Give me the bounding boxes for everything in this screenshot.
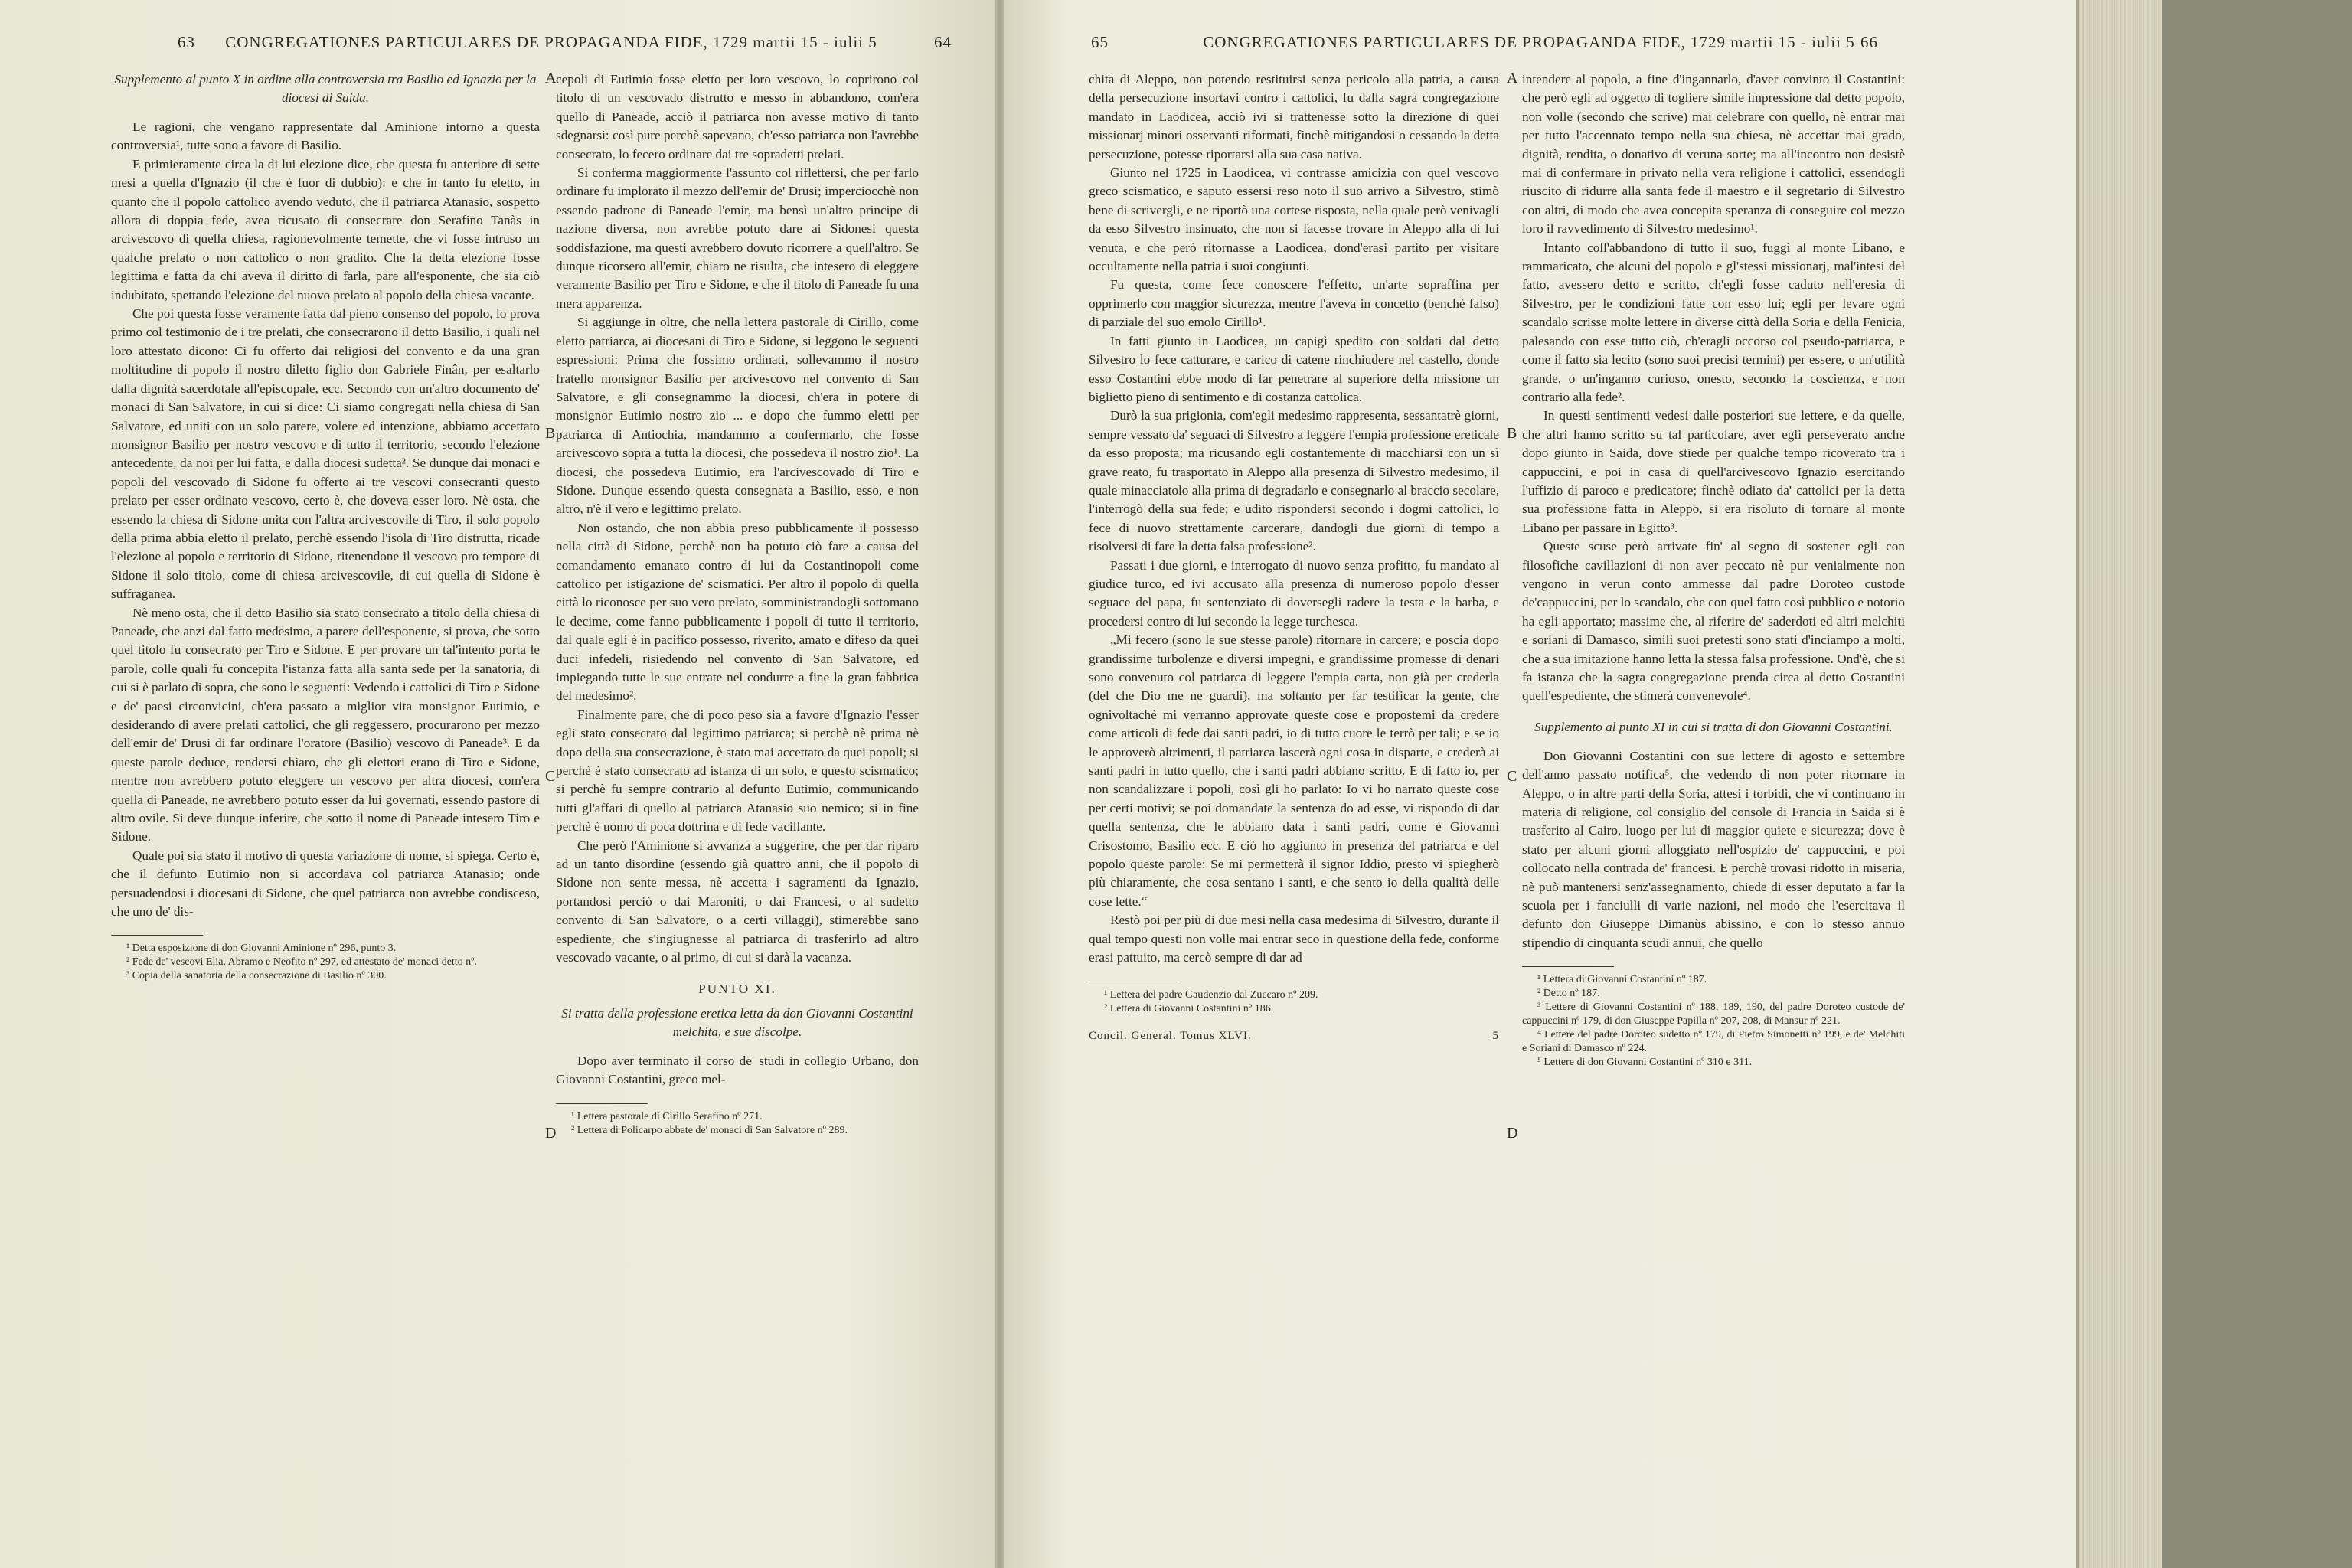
margin-letter: C: [1507, 768, 1517, 785]
margin-letter: A: [545, 70, 557, 87]
footnote-rule: [1522, 966, 1614, 967]
paragraph: Intanto coll'abbandono di tutto il suo, fuggì al monte Libano, e rammaricato, che alcuni del popolo e gl'stessi missionarj, mal'intesi del fatto, avessero detto e scritto, ch'egli fosse caduto nell'eresia di Silvestro, per le condizioni fatte con esso lui; egli per levare ogni scandalo scrisse molte lettere in diverse città della Soria e della Fenicia, palesando con esse tutto ciò, ch'eragli occorso col pseudo-patriarca, e come il fatto sia lecito (sono suoi precisi termini) per essere, o un'utilità grande, o un'inganno curioso, onesto, secondo la coscienza, e non contrario alla fede².: [1522, 240, 1905, 404]
margin-letter: A: [1507, 70, 1518, 87]
text-column: [556, 70, 919, 1138]
paragraph: Le ragioni, che vengano rappresentate dal Aminione intorno a questa controversia¹, tutte sono a favore di Basilio.: [111, 119, 540, 153]
paragraph: E primieramente circa la di lui elezione dice, che questa fu anteriore di sette mesi a quella d'Ignazio (il che è fuor di dubbio): e che in tanto fu eletto, in quanto che il popolo cattolico avendo veduto, che il patriarca Atanasio, sospetto allora di doppia fede, avea ricusato di consecrare don Serafino Tanàs in arcivescovo di quella chiesa, ragionevolmente temette, che vi fosse intruso un qualche prelato o non cattolico o non gradito. Che la detta elezione fosse legittima e fatta da chi aveva il diritto di farla, pare all'esponente, che sia ciò indubitato, spettando l'elezione del nuovo prelato al popolo della chiesa vacante.: [111, 156, 540, 302]
paragraph: Che poi questa fosse veramente fatta dal pieno consenso del popolo, lo prova primo col testimonio de i tre prelati, che consecrarono il detto Basilio, i quali nel loro attestato dicono: Ci fu offerto dai religiosi del convento e da una gran moltitudine di popolo il nostro diletto figlio don Gabriele Finân, per esaltarlo dalla dignità sacerdotale all'episcopale, ecc. Secondo con un'altro documento de' monaci di San Salvatore, in cui si dice: Ci siamo congregati nella chiesa di San Salvatore, ed uniti con un solo parere, volere ed intenzione, abbiamo accettato monsignor Basilio per nostro vescovo e di tutto il territorio, secondo l'elezione antecedente, da noi per lui fatta, e dalla diocesi sudetta². Se dunque dai monaci e popoli del vescovado di Sidone fu offerto ai tre vescovi consecranti questo prelato per esser ordinato vescovo, certo è, che doveva esser loro. Nè osta, che essendo la chiesa di Sidone unita con l'altra arcivescovile di Tiro, il solo popolo della prima abbia eletto il prelato, perchè essendo l'isola di Tiro distrutta, ricade l'elezione al popolo e territorio di Sidone, ritenendone il vescovo pro tempore di Sidone il solo titolo, come di chiesa arcivescovile, di cui quella di Sidone è suffraganea.: [111, 306, 540, 602]
margin-letter: C: [545, 768, 556, 785]
footnote: ¹ Lettera del padre Gaudenzio dal Zuccaro nº 209.: [1104, 988, 1318, 1001]
paragraph: Queste scuse però arrivate fin' al segno di sostener egli con filosofiche cavillazioni di non aver peccato nè pur venialmente non vengono in verun conto ammesse dal padre Doroteo custode de'cappuccini, per lo scandalo, che con quel fatto così pubblico e notorio ha egli apportato; massime che, al riferire de' saderdoti ed altri melchiti e soriani di Damasco, simili suoi pretesti sono stati d'inciampo a molti, che a sua imitazione hanno letta la stessa falsa professione. Ond'è, che si fa istanza che la sagra congregazione prenda circa al detto Costantini quell'espediente, che stimerà convenevole⁴.: [1522, 539, 1905, 704]
footnotes: [1522, 973, 1905, 1070]
running-title: CONGREGATIONES PARTICULARES DE PROPAGANDA FIDE, 1729 martii 15 - iulii 5: [1203, 32, 1855, 51]
paragraph: Don Giovanni Costantini con sue lettere di agosto e settembre dell'anno passato notifica⁵, che vedendo di non poter ritornare in Aleppo, o in altre parti della Soria, attesi i torbidi, che vi continuano in materia di religione, col consiglio del console di Francia in Saida si è trasferito al Cairo, luogo per lui di maggior quiete e sicurezza; dove è stato per alcuni giorni alloggiato nell'ospizio de' cappuccini, e poi collocato nella contrada de' francesi. E perchè trovasi ridotto in miseria, nè può mantenersi senz'assegnamento, chiede di esser deputato a far la scuola per i fanciulli di varie nazioni, nel modo che l'esercitava il defunto don Giuseppe Dimanùs abissino, e con lo stesso annuo stipendio di cinquanta scudi annui, che quello: [1522, 748, 1905, 950]
text-column: [1089, 70, 1499, 1045]
page-number: 64: [934, 32, 952, 51]
punto-subtitle: Si tratta della professione eretica letta da don Giovanni Costantini melchita, e sue discolpe.: [561, 1005, 913, 1039]
footnote: ¹ Lettera pastorale di Cirillo Serafino nº 271.: [571, 1110, 763, 1122]
paragraph: In questi sentimenti vedesi dalle posteriori sue lettere, e da quelle, che altri hanno scritto su tal particolare, aver egli perseverato anche dopo giunto in Saida, dove stiede per qualche tempo ricoverato tra i cappuccini, e poi in casa di quell'arcivescovo Ignazio esercitando l'uffizio di paroco e predicatore; finchè odiato da' cattolici per la detta sua professione fatta in Aleppo, si era risoluto di tornare al monte Libano per passare in Egitto³.: [1522, 408, 1905, 535]
paragraph: Non ostando, che non abbia preso pubblicamente il possesso nella città di Sidone, perchè non ha potuto ciò fare a causa del comandamento emanato contro di lui da Costantinopoli come cattolico per istigazione de' scismatici. Per altro il popolo di quella città lo riconosce per suo vero prelato, somministrandogli sottomano le decime, come fanno pubblicamente i popoli di tutto il territorio, dal quale egli è in pacifico possesso, riverito, amato e difeso da quei duci infedeli, risiedendo nel convento di San Salvatore, ed impiegando tutte le sue entrate nel condurre a fine la gran fabbrica del medesimo².: [556, 520, 919, 704]
footnotes: [1089, 988, 1499, 1016]
footnote-rule: [111, 935, 203, 936]
table-background: [2162, 0, 2352, 1568]
page-number: 63: [178, 32, 195, 51]
footnote: ² Fede de' vescovi Elia, Abramo e Neofito nº 297, ed attestato de' monaci detto nº.: [126, 956, 478, 969]
running-title: CONGREGATIONES PARTICULARES DE PROPAGANDA FIDE, 1729 martii 15 - iulii 5: [225, 32, 877, 51]
text-column: [1522, 70, 1905, 1070]
paragraph: Si aggiunge in oltre, che nella lettera pastorale di Cirillo, come eletto patriarca, ai diocesani di Tiro e Sidone, si leggono le seguenti espressioni: Prima che fossimo ordinati, sollevammo il nostro fratello monsignor Basilio per arcivescovo nel convento di San Salvatore, e gli consegnammo la diocesi, ch'era in potere di monsignor Eutimio nostro zio ... e dopo che fummo eletti per patriarca di Antiochia, mandammo a confermarlo, che fosse arcivescovo sopra a tutta la diocesi, che possedeva il nostro zio¹. La diocesi, che possedeva Eutimio, era l'arcivescovado di Tiro e Sidone. Dunque essendo questa consegnata a Basilio, esso, e non altro, n'è il vero e legittimo prelato.: [556, 315, 919, 517]
footnote: ² Lettera di Policarpo abbate de' monaci di San Salvatore nº 289.: [571, 1124, 848, 1136]
running-head: [0, 31, 995, 54]
paragraph: chita di Aleppo, non potendo restituirsi senza pericolo alla patria, a causa della persecuzione insortavi contro i cattolici, fu dalla sagra congregazione mandato in Laodicea, acciò ivi si trattenesse sotto la direzione di quei missionarj minori osservanti riformati, finchè mitigandosi o cessando la detta persecuzione, potesse riportarsi alla sua casa nativa.: [1089, 72, 1499, 162]
footnote: ⁵ Lettere di don Giovanni Costantini nº 310 e 311.: [1537, 1057, 1753, 1069]
footnotes: [556, 1110, 919, 1138]
right-page: [1004, 0, 2076, 1568]
paragraph: cepoli di Eutimio fosse eletto per loro vescovo, lo coprirono col titolo di un vescovado distrutto e messo in abbandono, com'era quello di Paneade, acciò il patriarca non avesse motivo di tanto sdegnarsi: così pure perchè sapevano, ch'esso patriarca non l'avrebbe consecrato, lo fecero ordinare dai tre sopradetti prelati.: [556, 72, 919, 162]
footnote: ³ Copia della sanatoria della consecrazione di Basilio nº 300.: [126, 970, 387, 982]
section-title: Supplemento al punto X in ordine alla controversia tra Basilio ed Ignazio per la diocesi di Saida.: [114, 72, 537, 105]
paragraph: Dopo aver terminato il corso de' studi in collegio Urbano, don Giovanni Costantini, greco mel-: [556, 1053, 919, 1087]
footnote: ² Detto nº 187.: [1537, 988, 1600, 1000]
paragraph: Quale poi sia stato il motivo di questa variazione di nome, si spiega. Certo è, che il defunto Eutimio non si accordava col patriarca Atanasio; onde persuadendosi i diocesani di Sidone, che quel patriarca non avrebbe condisceso, che uno de' dis-: [111, 848, 540, 920]
signature-line: [1089, 1027, 1499, 1045]
margin-letter: D: [1507, 1125, 1518, 1142]
paragraph: Durò la sua prigionia, com'egli medesimo rappresenta, sessantatrè giorni, sempre vessato da' seguaci di Silvestro a leggere l'empia professione ereticale da esso proposta; ma ricusando egli costantemente di macchiarsi con un sì grave reato, fu trasportato in Aleppo alla presenza di Silvestro medesimo, il quale minacciatolo alla prima di degradarlo e consegnarlo al braccio secolare, l'interrogò della sua fede; e udito rispondersi secondo i dogmi cattolici, lo fece di nuovo strettamente carcerare, dandogli due giorni di tempo a risolversi di fare la detta falsa professione².: [1089, 408, 1499, 554]
signature: Concil. General. Tomus XLVI.: [1089, 1029, 1252, 1042]
book-page-edges: [2076, 0, 2164, 1568]
page-number: 66: [1860, 32, 1878, 51]
paragraph: Fu questa, come fece conoscere l'effetto, un'arte sopraffina per opprimerlo con maggior sicurezza, mentre l'aveva in concetto (benchè falso) di parziale del suo emolo Cirillo¹.: [1089, 277, 1499, 330]
section-title: Supplemento al punto XI in cui si tratta di don Giovanni Costantini.: [1534, 719, 1893, 734]
paragraph: Nè meno osta, che il detto Basilio sia stato consecrato a titolo della chiesa di Paneade, che anzi dal fatto medesimo, a parere dell'esponente, si prova, che sotto quel titolo fu consecrato per Tiro e Sidone. E per provare un tal'intento porta le parole, colle quali fu concepita l'istanza fatta alla santa sede per la sanatoria, di cui si è parlato di sopra, che sono le seguenti: Vedendo i cattolici di Tiro e Sidone e de' paesi circonvicini, ch'era passato a miglior vita monsignor Eutimio, e desiderando di avere prelati cattolici, che gli reggessero, procurarono per mezzo dell'emir de' Drusi di far ordinare l'oratore (Basilio) vescovo di Paneade³. E da queste parole deduce, rendersi chiaro, che gli elettori erano di Tiro e Sidone, mentre non avrebbero potuto eleggere un vescovo per altra diocesi, com'era quella di Paneade, ne avrebbero potuto esser da lui governati, essendo pastore di altro ovile. Si deve dunque inferire, che sotto il nome di Paneade intesero Tiro e Sidone.: [111, 605, 540, 844]
page-number: 65: [1091, 32, 1109, 51]
text-column: [111, 70, 540, 983]
margin-letter: B: [545, 425, 556, 442]
paragraph: Restò poi per più di due mesi nella casa medesima di Silvestro, durante il qual tempo questi non volle mai entrar seco in questione della fede, conforme erasi pattuito, ma cercò sempre di dar ad: [1089, 913, 1499, 965]
punto-heading: PUNTO XI.: [698, 981, 776, 996]
footnote-rule: [556, 1103, 648, 1104]
signature-number: 5: [1492, 1029, 1499, 1042]
left-page: [0, 0, 995, 1568]
footnote: ⁴ Lettere del padre Doroteo sudetto nº 179, di Pietro Simonetti nº 199, e de' Melchiti e Soriani di Damasco nº 224.: [1522, 1029, 1905, 1055]
paragraph: intendere al popolo, a fine d'ingannarlo, d'aver convinto il Costantini: che però egli ad oggetto di togliere simile impressione dal detto popolo, non volle (secondo che scrive) mai celebrare con quello, nè entrar mai per tutto l'accennato tempo nella sua chiesa, nè accettar mai grado, dignità, rendita, o donativo di veruna sorte; ma all'incontro non desistè mai di confermare in privato nella vera religione i cattolici, essendogli riuscito di ridurre alla santa fede il maestro e il segretario di Silvestro con altri, di modo che avea concepita speranza di conseguire col mezzo loro il ravvedimento di Silvestro medesimo¹.: [1522, 72, 1905, 237]
footnotes: [111, 942, 540, 983]
paragraph: „Mi fecero (sono le sue stesse parole) ritornare in carcere; e poscia dopo grandissime turbolenze e diversi impegni, e grandissime promesse di denari sono convenuto col patriarca di leggere l'empia carta, non già per crederla (del che Dio me ne guardi), ma soltanto per far testificar la gente, che ognivoltachè mi verranno approvate queste cose e propostemi da credere come articoli di fede dai santi padri, io di tutto cuore le terrò per tali; e se io le approverò altrimenti, il patriarca lascerà ogni cosa in disparte, e crederà ai santi padri in tutto quello, che i santi padri abbiano scritto. E di fatto io, per non scandalizzare i popoli, così gli ho parlato: Io vi ho narrato queste cose per certi motivi; se poi domandate la sentenza do ad esse, vi rispondo di dar quella sentenza, che le abbiano data i santi padri, come è Giovanni Crisostomo, Basilio ecc. E ciò ho aggiunto in presenza del patriarca e del popolo queste parole: Se mi permetterà il signor Iddio, presto vi spiegherò più chiaramente, che cosa sentano i santi, e che sento io della qualità delle cose lette.“: [1089, 632, 1499, 909]
footnote: ¹ Detta esposizione di don Giovanni Aminione nº 296, punto 3.: [126, 942, 397, 955]
margin-letter: D: [545, 1125, 557, 1142]
paragraph: Che però l'Aminione si avvanza a suggerire, che per dar riparo ad un tanto disordine (essendo già quattro anni, che il popolo di Sidone non sente messa, nè accetta i sagramenti da Ignazio, portandosi perciò o dai Maroniti, o dai Francesi, o al sudetto convento di San Salvatore, o a certi villaggi), stimerebbe sano espediente, che s'ingiugnesse al patriarca di trasferirlo ad altro vescovado vacante, o al primo, di cui si darà la vacanza.: [556, 838, 919, 965]
footnote: ¹ Lettera di Giovanni Costantini nº 187.: [1537, 974, 1707, 986]
footnote: ² Lettera di Giovanni Costantini nº 186.: [1104, 1002, 1274, 1014]
paragraph: Finalmente pare, che di poco peso sia a favore d'Ignazio l'esser egli stato consecrato dal legittimo patriarca; si perchè nè prima nè dopo della sua consecrazione, è stato mai accettato da quei popoli; si perchè è stato consecrato ad istanza di un solo, e questo scismatico; si perchè fu sempre contrario al defunto Eutimio, communicando tutti gl'affari di quello al patriarca Atanasio suo nemico; si in fine perchè è uomo di poca dottrina e di fede vacillante.: [556, 707, 919, 835]
running-head: [1004, 31, 2076, 54]
paragraph: Passati i due giorni, e interrogato di nuovo senza profitto, fu mandato al giudice turco, ed ivi accusato alla presenza di numeroso popolo d'esser seguace del papa, fu sentenziato di doversegli radere la testa e la barba, e procedersi contro di lui secondo la legge turchesca.: [1089, 557, 1499, 629]
paragraph: Si conferma maggiormente l'assunto col riflettersi, che per farlo ordinare fu implorato il mezzo dell'emir de' Drusi; imperciocchè non essendo padrone di Paneade l'emir, ma bensì un'altro principe di nazione diversa, non avrebbe potuto dare ai Sidonesi questa soddisfazione, ma questi avrebbero dovuto ricorrere a quell'altro. Se dunque ricorsero all'emir, chiaro ne risulta, che intesero di eleggere veramente Basilio per Tiro e Sidone, e che il titolo di Paneade fu una mera apparenza.: [556, 165, 919, 311]
margin-letter: B: [1507, 425, 1517, 442]
paragraph: In fatti giunto in Laodicea, un capigì spedito con soldati dal detto Silvestro lo fece catturare, e carico di catene rinchiudere nel castello, donde esso Costantini ebbe modo di far penetrare al superiore della missione un biglietto pieno di sentimento e di costanza cattolica.: [1089, 333, 1499, 404]
footnote: ³ Lettere di Giovanni Costantini nº 188, 189, 190, del padre Doroteo custode de' cappuccini nº 179, di don Giuseppe Papilla nº 207, 208, di Mansur nº 221.: [1522, 1001, 1905, 1027]
paragraph: Giunto nel 1725 in Laodicea, vi contrasse amicizia con quel vescovo greco scismatico, e saputo essersi reso noto il suo arrivo a Silvestro, stimò bene di scrivergli, e ne riportò una cortese risposta, nella quale però venivagli da esso Silvestro insinuato, che non si facesse trovare in Aleppo alla di lui venuta, e che però ritornasse a Laodicea, dond'erasi partito per visitare occultamente nella patria i suoi congiunti.: [1089, 165, 1499, 274]
